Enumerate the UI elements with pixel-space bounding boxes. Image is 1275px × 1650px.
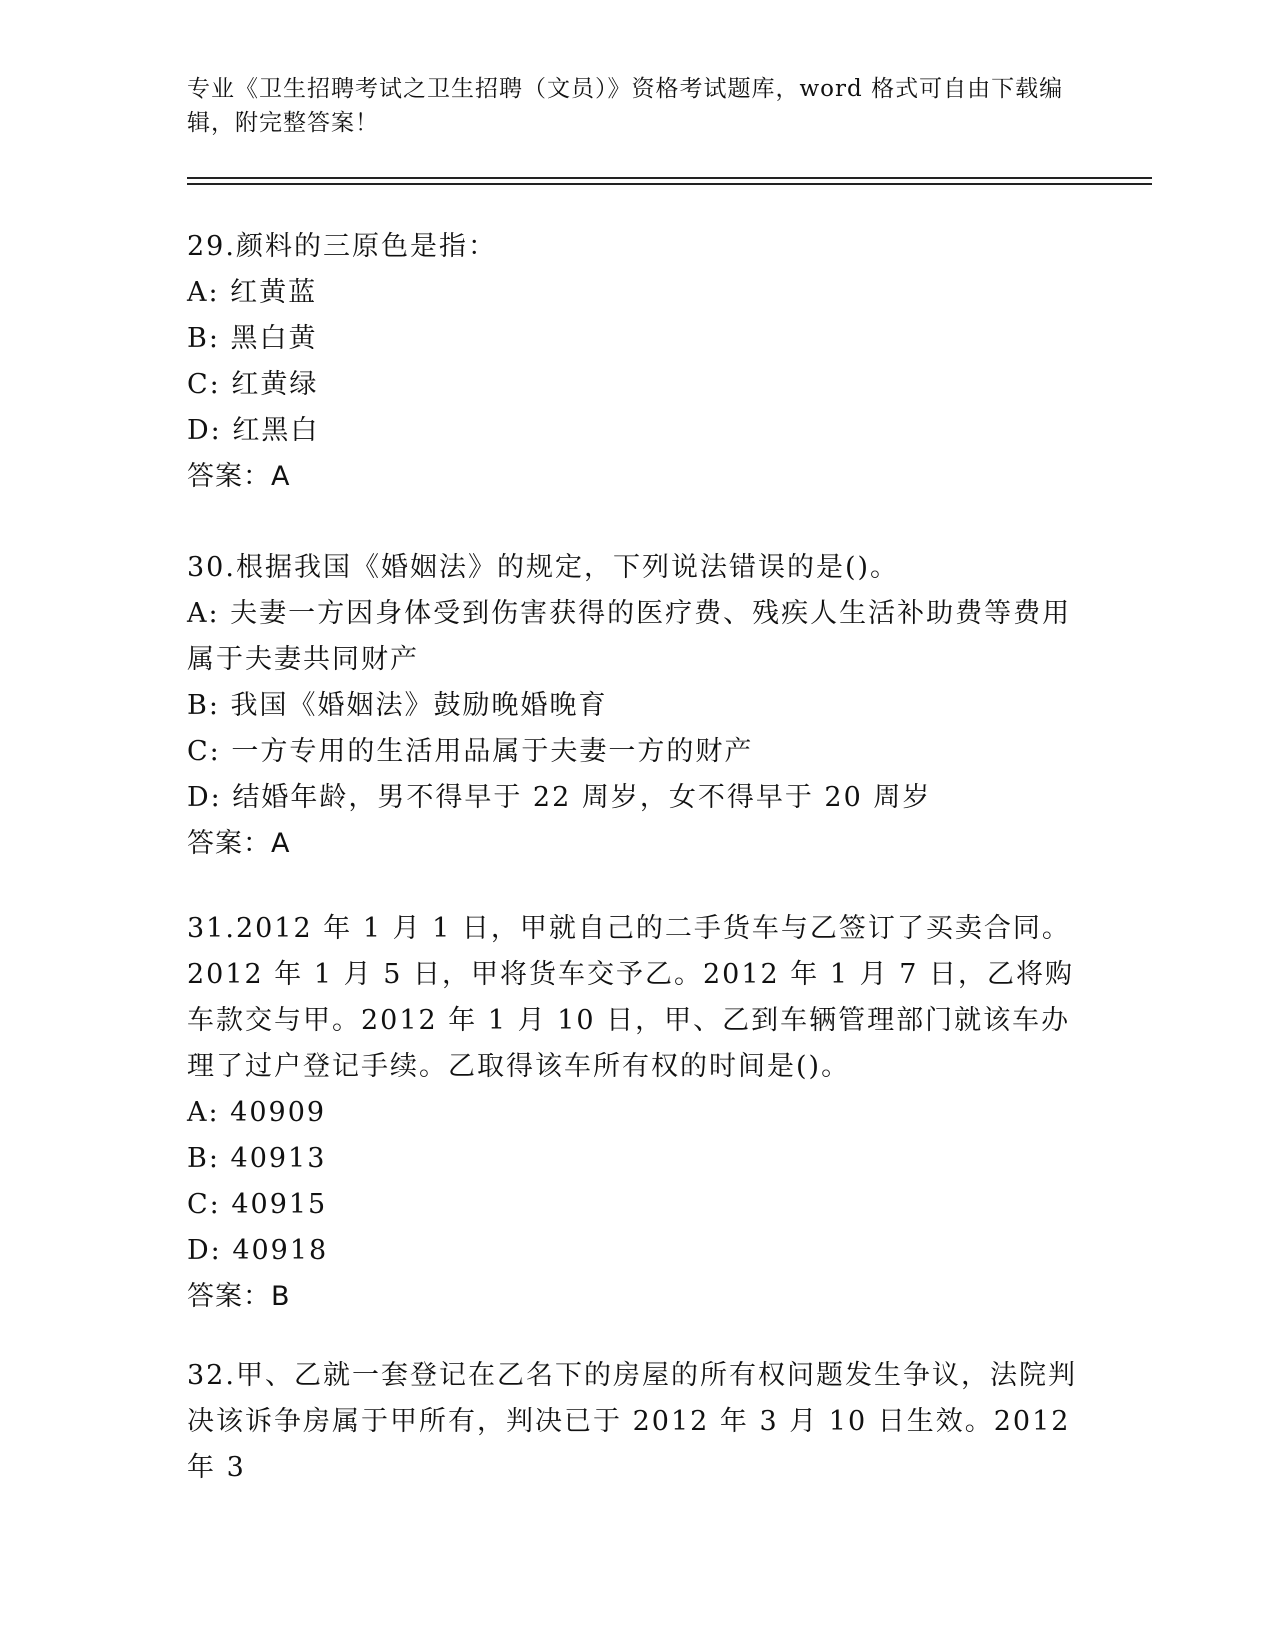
option-a: A: 红黄蓝	[187, 277, 318, 308]
question-32	[187, 1353, 1087, 1491]
header-divider-second	[187, 183, 1152, 185]
answer-line: 答案：A	[187, 828, 291, 859]
question-31	[187, 906, 1087, 1320]
question-stem: 30.根据我国《婚姻法》的规定，下列说法错误的是()。	[187, 552, 900, 583]
option-a: A: 夫妻一方因身体受到伤害获得的医疗费、残疾人生活补助费等费用属于夫妻共同财产	[187, 598, 1072, 675]
question-stem: 29.颜料的三原色是指：	[187, 231, 497, 262]
option-c: C: 40915	[187, 1189, 328, 1220]
option-b: B: 40913	[187, 1143, 327, 1174]
option-b: B: 黑白黄	[187, 323, 318, 354]
header-divider	[187, 177, 1152, 179]
question-stem: 32.甲、乙就一套登记在乙名下的房屋的所有权问题发生争议，法院判决该诉争房属于甲所有，判决已于 2012 年 3 月 10 日生效。2012 年 3	[187, 1360, 1077, 1483]
option-c: C: 红黄绿	[187, 369, 319, 400]
answer-line: 答案：A	[187, 461, 291, 492]
option-d: D: 结婚年龄，男不得早于 22 周岁，女不得早于 20 周岁	[187, 782, 932, 813]
answer-line: 答案：B	[187, 1281, 291, 1312]
option-c: C: 一方专用的生活用品属于夫妻一方的财产	[187, 736, 754, 767]
option-d: D: 40918	[187, 1235, 329, 1266]
option-d: D: 红黑白	[187, 415, 320, 446]
question-stem: 31.2012 年 1 月 1 日，甲就自己的二手货车与乙签订了买卖合同。2012 年 1 月 5 日，甲将货车交予乙。2012 年 1 月 7 日，乙将购车款交与甲。2012 年 1 月 10 日，甲、乙到车辆管理部门就该车办理了过户登记手续。乙取得该车所有权的时间是()。	[187, 913, 1074, 1082]
document-header: 专业《卫生招聘考试之卫生招聘（文员）》资格考试题库，word 格式可自由下载编辑，附完整答案！	[187, 76, 1064, 136]
option-b: B: 我国《婚姻法》鼓励晚婚晚育	[187, 690, 608, 721]
question-30	[187, 545, 1087, 867]
option-a: A: 40909	[187, 1097, 327, 1128]
question-29	[187, 224, 1087, 500]
